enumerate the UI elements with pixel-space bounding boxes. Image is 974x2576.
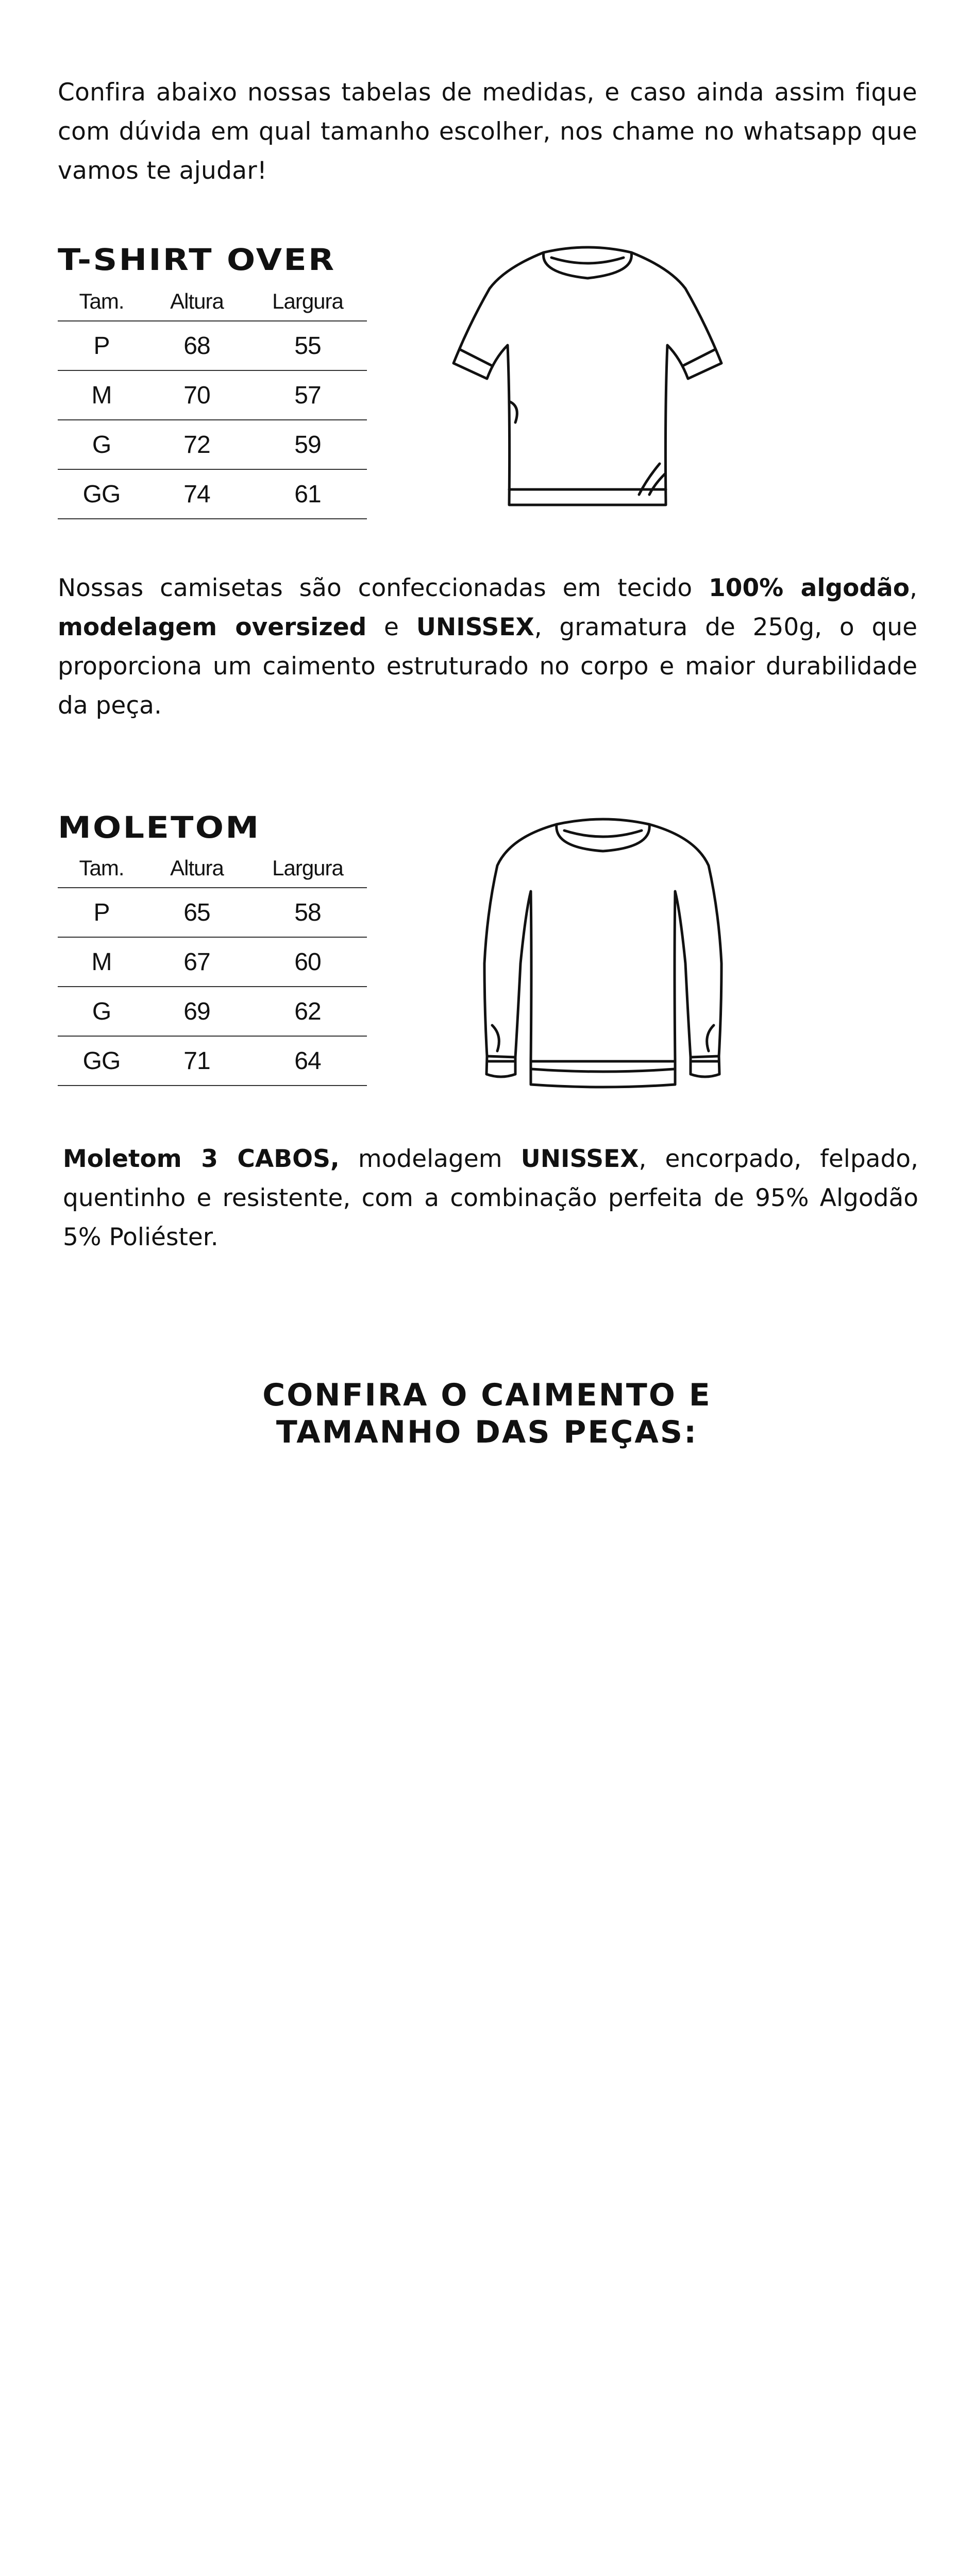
column-header-height: Altura	[145, 282, 248, 321]
desc-text: , encorpado, felpado, quentinho e resistente, com a combinação perfeita de 95% Algodão 5% Poliéster.	[63, 1145, 918, 1251]
desc-bold-text: UNISSEX	[520, 1145, 639, 1173]
height-cell: 74	[145, 469, 248, 519]
desc-text: , gramatura de 250g, o que proporciona um caimento estruturado no corpo e maior durabilidade da peça.	[58, 613, 917, 720]
table-header-row	[58, 282, 367, 321]
moletom-size-table	[58, 849, 367, 1086]
height-cell: 69	[145, 987, 248, 1036]
size-cell: P	[58, 888, 145, 937]
moletom-title: MOLETOM	[58, 810, 261, 845]
column-header-width: Largura	[248, 282, 367, 321]
column-header-size: Tam.	[58, 849, 145, 888]
desc-text: ,	[910, 574, 917, 602]
desc-bold-text: modelagem oversized	[58, 613, 367, 641]
moletom-description	[63, 1140, 918, 1257]
width-cell: 62	[248, 987, 367, 1036]
desc-text: modelagem	[339, 1145, 521, 1173]
size-cell: M	[58, 937, 145, 987]
height-cell: 67	[145, 937, 248, 987]
desc-bold-text: UNISSEX	[416, 613, 534, 641]
tshirt-size-table	[58, 282, 367, 519]
table-row	[58, 321, 367, 370]
tshirt-size-table-wrap	[58, 282, 367, 519]
column-header-width: Largura	[248, 849, 367, 888]
width-cell: 57	[248, 370, 367, 420]
width-cell: 61	[248, 469, 367, 519]
size-cell: G	[58, 987, 145, 1036]
table-header-row	[58, 849, 367, 888]
width-cell: 64	[248, 1036, 367, 1086]
moletom-section	[58, 810, 261, 845]
table-row	[58, 888, 367, 937]
desc-bold-text: Moletom 3 CABOS,	[63, 1145, 340, 1173]
desc-bold-text: 100% algodão	[709, 574, 910, 602]
size-cell: P	[58, 321, 145, 370]
desc-text: Nossas camisetas são confeccionadas em tecido	[58, 574, 709, 602]
moletom-size-table-wrap	[58, 849, 367, 1086]
tshirt-illustration-icon	[443, 237, 732, 526]
height-cell: 71	[145, 1036, 248, 1086]
size-cell: M	[58, 370, 145, 420]
height-cell: 68	[145, 321, 248, 370]
size-cell: GG	[58, 469, 145, 519]
sweatshirt-illustration-icon	[464, 809, 742, 1097]
desc-text: e	[366, 613, 416, 641]
table-row	[58, 469, 367, 519]
fit-heading-line: TAMANHO DAS PEÇAS:	[276, 1414, 698, 1450]
table-row	[58, 370, 367, 420]
column-header-size: Tam.	[58, 282, 145, 321]
table-row	[58, 937, 367, 987]
size-cell: G	[58, 420, 145, 469]
width-cell: 55	[248, 321, 367, 370]
height-cell: 72	[145, 420, 248, 469]
intro-text: Confira abaixo nossas tabelas de medidas, e caso ainda assim fique com dúvida em qual tamanho escolher, nos chame no whatsapp que vamos te ajudar!	[58, 78, 917, 185]
width-cell: 58	[248, 888, 367, 937]
height-cell: 65	[145, 888, 248, 937]
column-header-height: Altura	[145, 849, 248, 888]
tshirt-description	[58, 569, 917, 725]
size-cell: GG	[58, 1036, 145, 1086]
tshirt-section	[58, 242, 336, 277]
height-cell: 70	[145, 370, 248, 420]
table-row	[58, 987, 367, 1036]
width-cell: 60	[248, 937, 367, 987]
tshirt-title: T-SHIRT OVER	[58, 242, 336, 277]
fit-heading-line: CONFIRA O CAIMENTO E	[262, 1377, 712, 1413]
width-cell: 59	[248, 420, 367, 469]
fit-heading	[0, 1377, 974, 1451]
table-row	[58, 420, 367, 469]
table-row	[58, 1036, 367, 1086]
